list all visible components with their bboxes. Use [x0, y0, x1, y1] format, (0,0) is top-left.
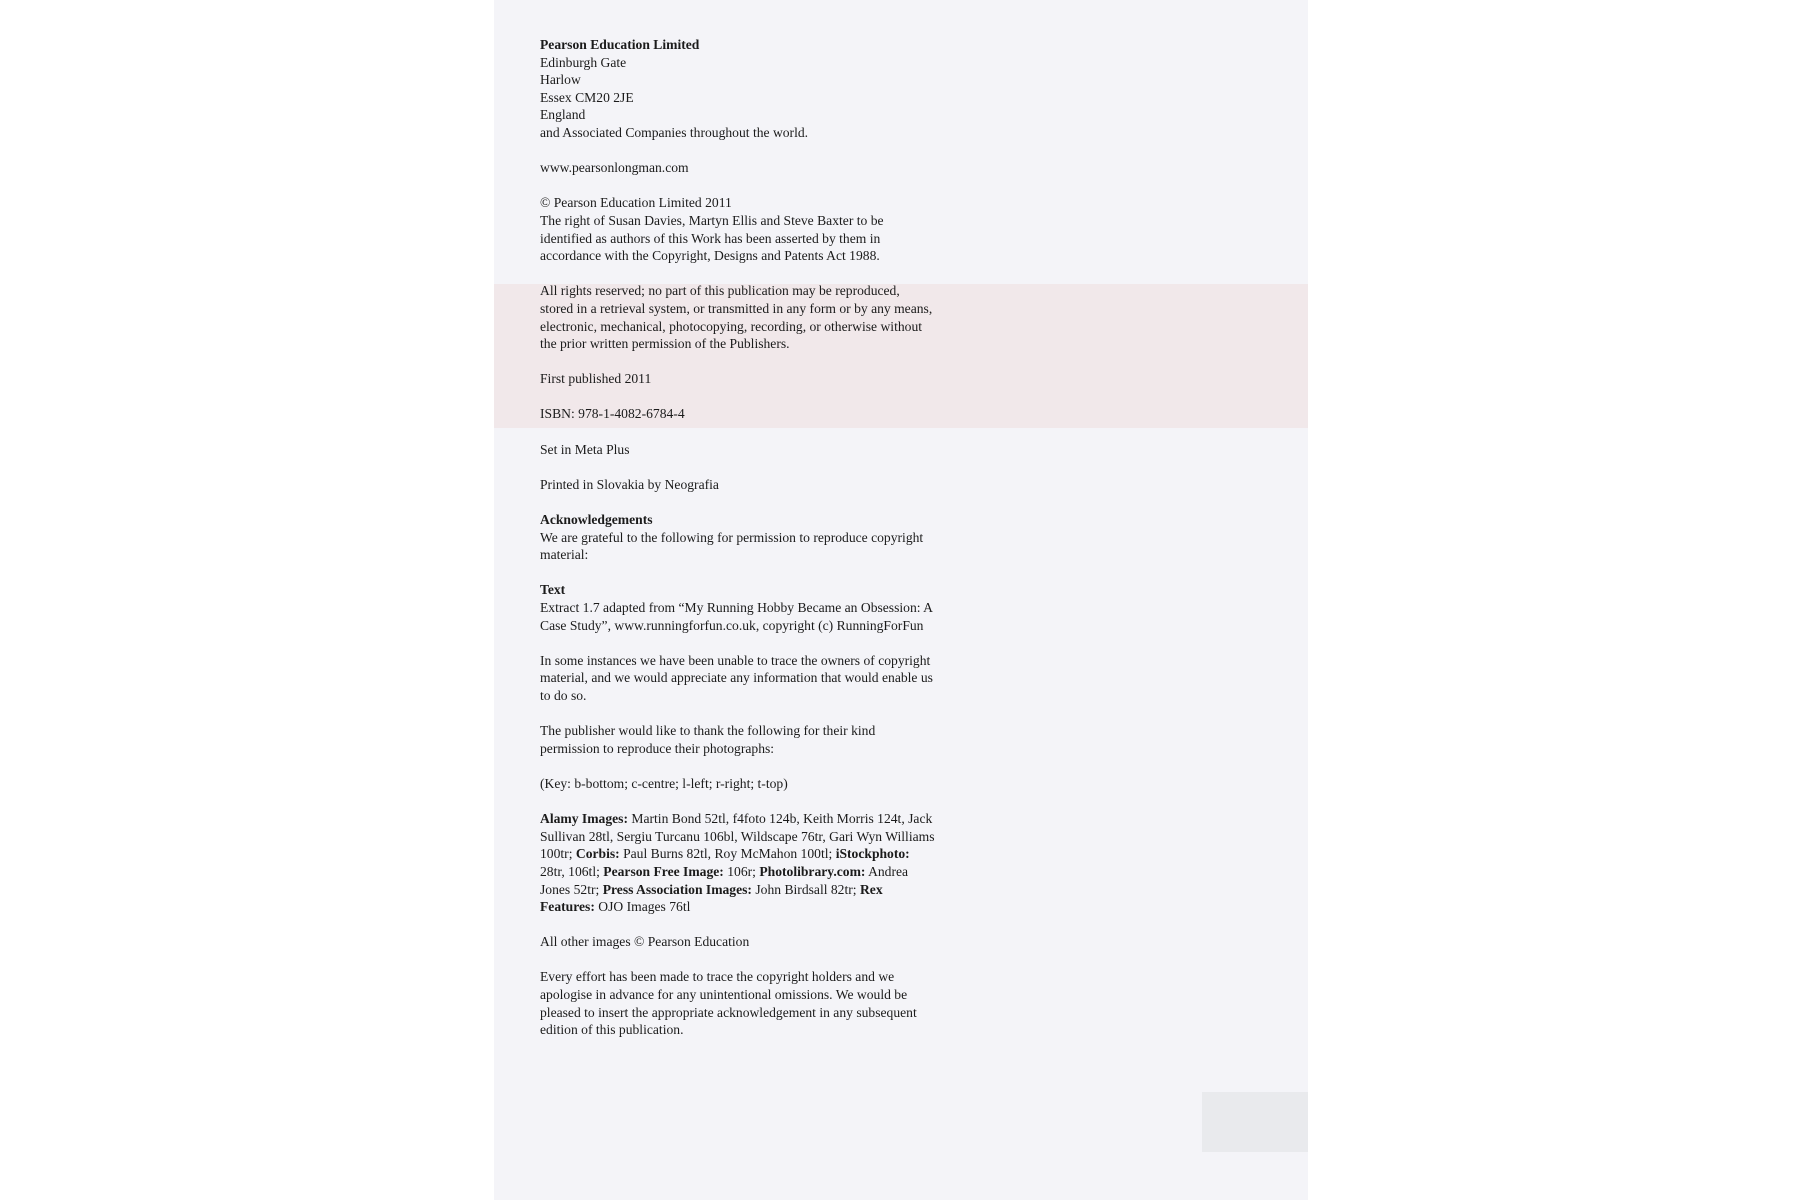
copyright-block [540, 194, 936, 264]
acknowledgements [540, 511, 936, 564]
credit-label: Corbis: [575, 846, 620, 862]
first-published: First published 2011 [540, 371, 652, 387]
credit-text: John Birdsall 82tr; [751, 881, 860, 897]
credit-text: 28tr, 106tl; [540, 863, 604, 879]
credit-label: Press Association Images: [602, 881, 752, 897]
position-key: (Key: b-bottom; c-centre; l-left; r-right; t-top) [540, 775, 788, 791]
credit-text: 106r; [723, 863, 760, 879]
credit-label: Rex Features: [540, 881, 883, 915]
show-through-publisher-logo [1202, 1092, 1308, 1152]
address-line: England [540, 107, 586, 123]
text-credits [540, 581, 936, 634]
credit-label: Alamy Images: [540, 811, 628, 827]
moral-rights-text: The right of Susan Davies, Martyn Ellis and Steve Baxter to be identified as authors of this Work has been asserted by them in accordance with the Copyright, Designs and Patents Act 1988. [540, 212, 884, 264]
address-line: and Associated Companies throughout the world. [540, 124, 809, 140]
photo-thanks: The publisher would like to thank the following for their kind permission to reproduce their photographs: [540, 723, 876, 756]
imprint-text [540, 36, 936, 1056]
typeset: Set in Meta Plus [540, 441, 630, 457]
rights-reserved: All rights reserved; no part of this publication may be reproduced, stored in a retrieval system, or transmitted in any form or by any means, electronic, mechanical, photocopying, recording, or otherwise without the prior written permission of the Publishers. [540, 283, 933, 352]
every-effort: Every effort has been made to trace the copyright holders and we apologise in advance for any unintentional omissions. We would be pleased to insert the appropriate acknowledgement in any subsequent edition of this publication. [540, 969, 917, 1038]
website: www.pearsonlongman.com [540, 160, 689, 176]
credit-text: Andrea Jones 52tr; [540, 863, 909, 897]
photo-credits [540, 810, 936, 916]
acknowledgements-heading: Acknowledgements [540, 512, 653, 528]
acknowledgements-text: We are grateful to the following for permission to reproduce copyright material: [540, 529, 924, 563]
credit-text: Paul Burns 82tl, Roy McMahon 100tl; [619, 846, 836, 862]
printer: Printed in Slovakia by Neografia [540, 476, 719, 492]
text-credits-text: Extract 1.7 adapted from “My Running Hobby Became an Obsession: A Case Study”, www.runningforfun.co.uk, copyright (c) RunningForFun [540, 600, 933, 633]
credit-label: iStockphoto: [835, 846, 910, 862]
credit-label: Photolibrary.com: [759, 863, 866, 879]
other-images: All other images © Pearson Education [540, 934, 750, 950]
credit-label: Pearson Free Image: [603, 863, 724, 879]
trace-note: In some instances we have been unable to trace the owners of copyright material, and we would appreciate any information that would enable us to do so. [540, 652, 933, 703]
text-credits-heading: Text [540, 582, 566, 598]
publisher-name: Pearson Education Limited [540, 37, 700, 52]
credit-text: Martin Bond 52tl, f4foto 124b, Keith Morris 124t, Jack Sullivan 28tl, Sergiu Turcanu 106bl, Wildscape 76tr, Gari Wyn Williams 100tr; [540, 811, 935, 862]
address-line: Edinburgh Gate [540, 54, 627, 70]
publisher-address [540, 36, 936, 142]
address-line: Essex CM20 2JE [540, 89, 634, 105]
book-page [494, 0, 1308, 1200]
copyright-line: © Pearson Education Limited 2011 [540, 195, 732, 211]
credit-text: OJO Images 76tl [594, 899, 691, 915]
address-line: Harlow [540, 72, 581, 88]
isbn: ISBN: 978-1-4082-6784-4 [540, 406, 685, 422]
